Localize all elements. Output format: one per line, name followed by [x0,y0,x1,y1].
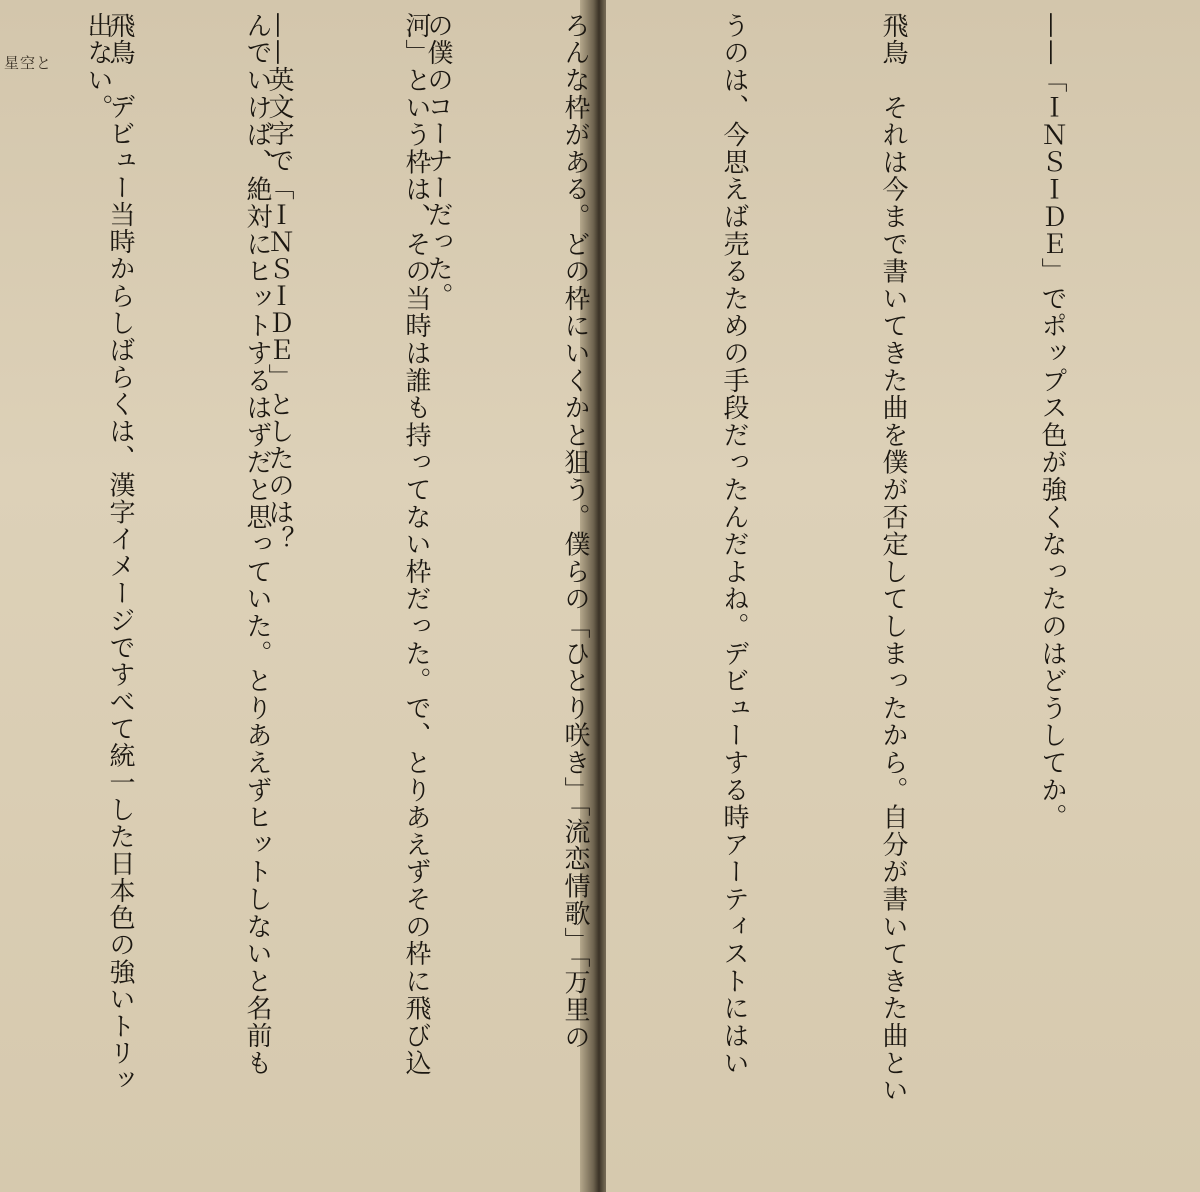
text-column: ——英文字で「ＩＮＳＩＤＥ」としたのは？ [264,12,294,553]
text-column: 出ない。 [83,12,113,122]
text-column: ろんな枠がある。どの枠にいくかと狙う。僕らの「ひとり咲き」「流恋情歌」「万里の [560,12,590,1051]
text-column: 河」という枠は、その当時は誰も持ってない枠だった。で、とりあえずその枠に飛び込 [401,12,431,1077]
text-column: うのは、今思えば売るための手段だったんだよね。デビューする時アーティストにはい [719,12,749,1077]
running-head: 星空と [4,54,53,72]
text-column: 飛鳥 それは今まで書いてきた曲を僕が否定してしまったから。自分が書いてきた曲とい [878,12,908,1104]
text-column: ——「ＩＮＳＩＤＥ」でポップス色が強くなったのはどうしてか。 [1037,12,1067,831]
text-column: んでいけば、絶対にヒットするはずだと思っていた。とりあえずヒットしないと名前も [242,12,272,1077]
right-page-text [0,12,1184,1104]
text-column: の僕のコーナーだった。 [423,12,453,310]
text-column: 飛鳥 デビュー当時からしばらくは、漢字イメージですべて統一した日本色の強いトリッ [105,12,135,1094]
